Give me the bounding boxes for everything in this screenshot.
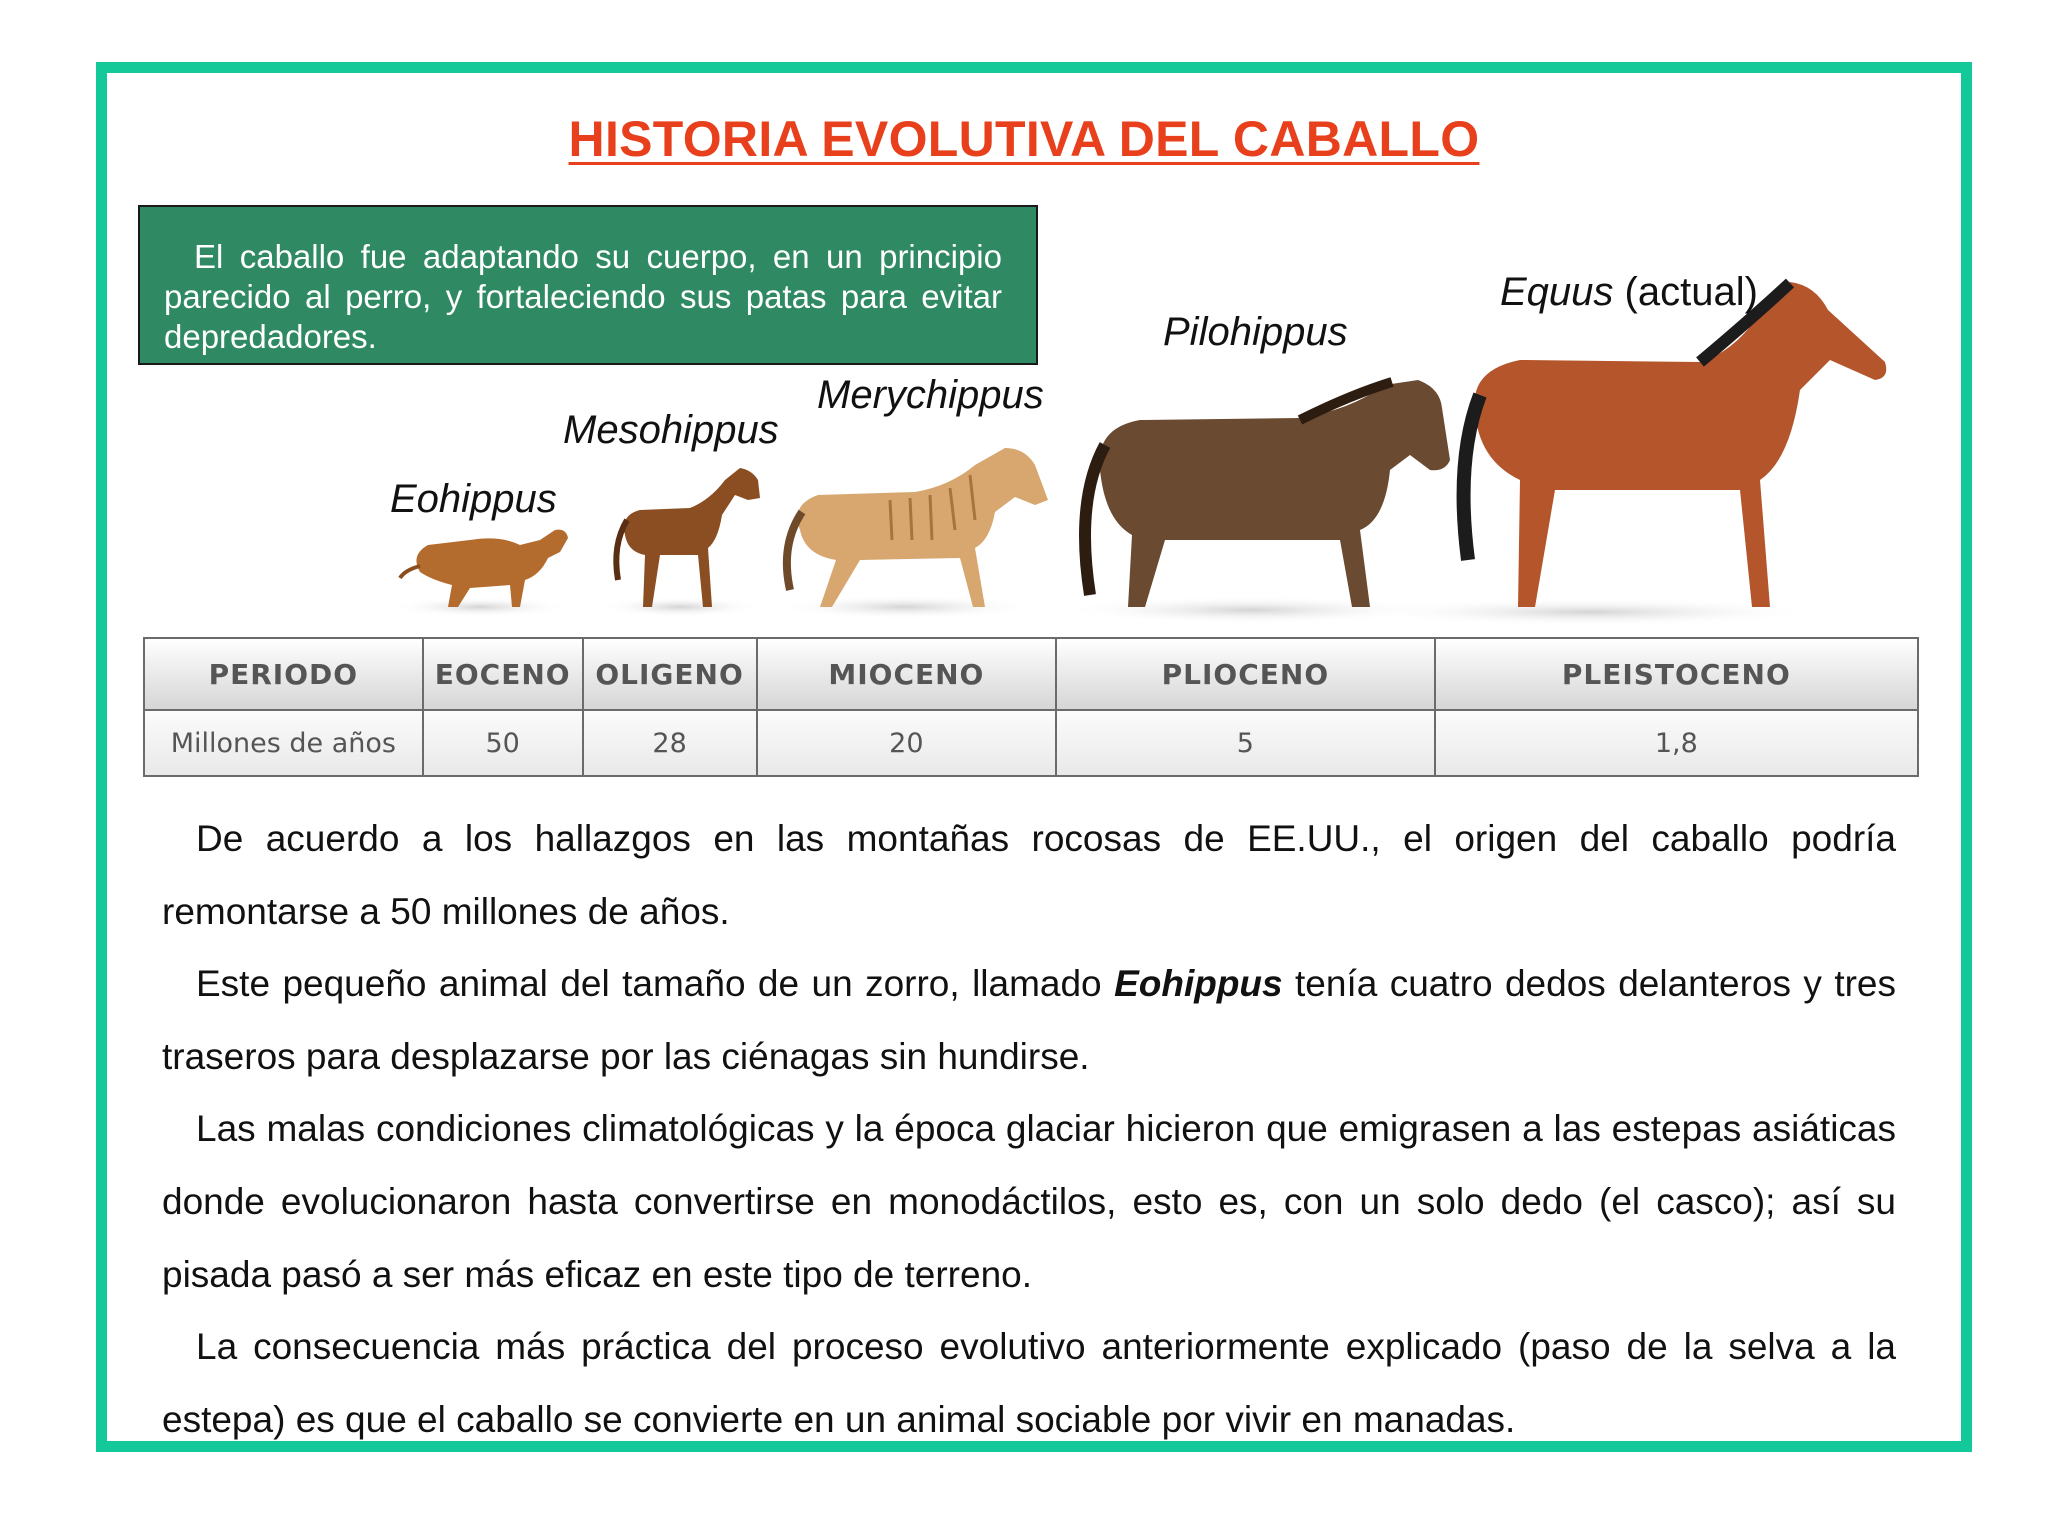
paragraph-origin: De acuerdo a los hallazgos en las montañas rocosas de EE.UU., el origen del caballo podría remontarse a 50 millones de años. xyxy=(162,818,1896,932)
paragraph-climate: Las malas condiciones climatológicas y la época glaciar hicieron que emigrasen a las estepas asiáticas donde evolucionaron hasta convertirse en monodáctilos, esto es, con un solo dedo (el casco); así su pisada pasó a ser más eficaz en este tipo de terreno. xyxy=(162,1108,1896,1295)
eohippus-emphasis: Eohippus xyxy=(1114,963,1283,1005)
paragraph-eohippus-start: Este pequeño animal del tamaño de un zorro, llamado xyxy=(196,963,1115,1005)
label-eohippus: Eohippus xyxy=(390,477,557,521)
value-cell-mioceno: 20 xyxy=(757,710,1057,776)
header-cell-oligeno: OLIGENO xyxy=(583,638,757,710)
mesohippus-image xyxy=(600,468,760,617)
header-cell-periodo: PERIODO xyxy=(144,638,423,710)
label-merychippus: Merychippus xyxy=(817,373,1044,417)
paragraph-eohippus-end: tenía cuatro dedos delanteros y tres traseros para desplazarse por las ciénagas sin hundirse. xyxy=(162,963,1896,1077)
label-mesohippus: Mesohippus xyxy=(563,408,779,452)
periods-table xyxy=(143,637,1919,777)
merychippus-image xyxy=(775,448,1048,619)
horse-evolution-illustration xyxy=(0,0,2048,640)
value-cell-label: Millones de años xyxy=(144,710,423,776)
body-text xyxy=(162,803,1896,1456)
paragraph-consequence: La consecuencia más práctica del proceso evolutivo anteriormente explicado (paso de la selva a la estepa) es que el caballo se convierte en un animal sociable por vivir en manadas. xyxy=(162,1326,1896,1440)
value-cell-pleistoceno: 1,8 xyxy=(1435,710,1918,776)
table-header-row xyxy=(144,638,1918,710)
header-cell-plioceno: PLIOCENO xyxy=(1056,638,1434,710)
intro-note-box: El caballo fue adaptando su cuerpo, en un principio parecido al perro, y fortaleciendo sus patas para evitar depredadores. xyxy=(138,205,1038,365)
label-pilohippus: Pilohippus xyxy=(1163,310,1348,354)
label-equus xyxy=(1500,270,1758,315)
header-cell-eoceno: EOCENO xyxy=(423,638,583,710)
page-title: HISTORIA EVOLUTIVA DEL CABALLO xyxy=(568,111,1480,167)
table-row xyxy=(144,710,1918,776)
pilohippus-image xyxy=(1060,380,1450,624)
value-cell-oligeno: 28 xyxy=(583,710,757,776)
label-equus-name: Equus xyxy=(1500,270,1614,314)
value-cell-plioceno: 5 xyxy=(1056,710,1434,776)
header-cell-pleistoceno: PLEISTOCENO xyxy=(1435,638,1918,710)
label-equus-suffix: (actual) xyxy=(1613,270,1758,314)
eohippus-image xyxy=(390,530,570,617)
value-cell-eoceno: 50 xyxy=(423,710,583,776)
header-cell-mioceno: MIOCENO xyxy=(757,638,1057,710)
paragraph-eohippus xyxy=(162,948,1896,1093)
